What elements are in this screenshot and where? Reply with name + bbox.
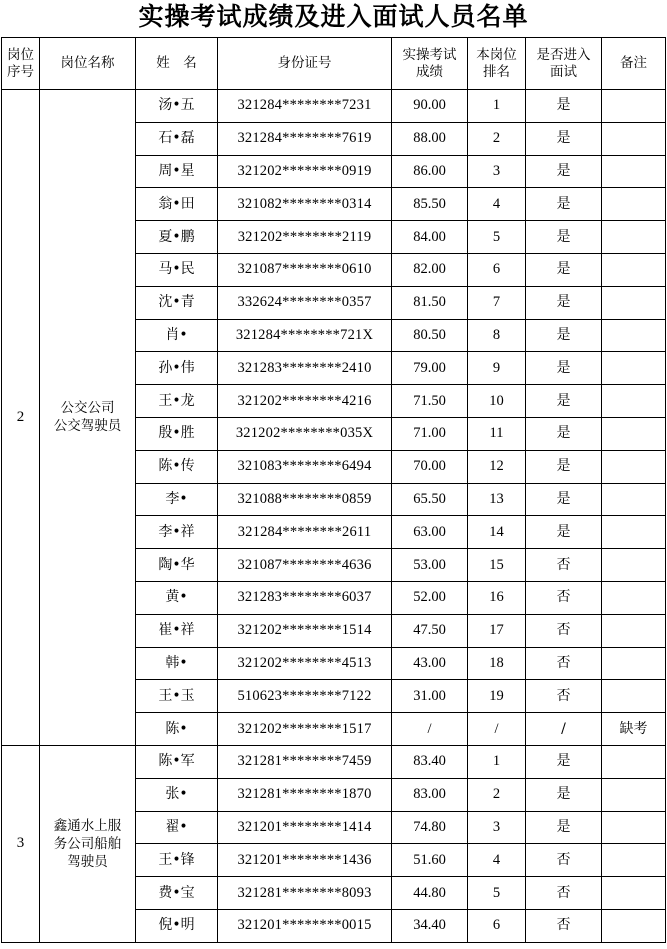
cell-name: 汤•五 bbox=[136, 90, 218, 123]
cell-remark bbox=[602, 483, 666, 516]
cell-name: 陈•传 bbox=[136, 450, 218, 483]
cell-interview: 是 bbox=[526, 417, 602, 450]
header-seq: 岗位 序号 bbox=[2, 38, 40, 90]
cell-name: 崔•祥 bbox=[136, 614, 218, 647]
cell-id-number: 321202********1517 bbox=[218, 713, 392, 746]
position-name-line: 务公司船舶 bbox=[53, 835, 122, 852]
cell-rank: 4 bbox=[468, 844, 526, 877]
cell-remark bbox=[602, 286, 666, 319]
cell-score: 65.50 bbox=[392, 483, 468, 516]
cell-remark bbox=[602, 122, 666, 155]
cell-remark bbox=[602, 811, 666, 844]
cell-id-number: 321088********0859 bbox=[218, 483, 392, 516]
cell-id-number: 321284********2611 bbox=[218, 516, 392, 549]
cell-score: 83.00 bbox=[392, 778, 468, 811]
header-interview: 是否进入 面试 bbox=[526, 38, 602, 90]
cell-remark bbox=[602, 253, 666, 286]
cell-rank: 10 bbox=[468, 385, 526, 418]
header-score: 实操考试 成绩 bbox=[392, 38, 468, 90]
cell-id-number: 321202********4513 bbox=[218, 647, 392, 680]
header-rank: 本岗位 排名 bbox=[468, 38, 526, 90]
cell-interview: 是 bbox=[526, 778, 602, 811]
cell-score: 71.00 bbox=[392, 417, 468, 450]
cell-rank: / bbox=[468, 713, 526, 746]
cell-remark bbox=[602, 417, 666, 450]
cell-rank: 3 bbox=[468, 155, 526, 188]
header-position-name: 岗位名称 bbox=[40, 38, 136, 90]
cell-remark bbox=[602, 614, 666, 647]
cell-name: 沈•青 bbox=[136, 286, 218, 319]
cell-interview: 是 bbox=[526, 155, 602, 188]
cell-id-number: 332624********0357 bbox=[218, 286, 392, 319]
cell-remark bbox=[602, 221, 666, 254]
group-seq: 3 bbox=[2, 745, 40, 942]
cell-name: 马•民 bbox=[136, 253, 218, 286]
cell-interview: 是 bbox=[526, 188, 602, 221]
cell-remark bbox=[602, 155, 666, 188]
table-body bbox=[2, 90, 666, 943]
cell-rank: 6 bbox=[468, 253, 526, 286]
cell-interview: 是 bbox=[526, 286, 602, 319]
cell-name: 黄• bbox=[136, 581, 218, 614]
cell-id-number: 321087********0610 bbox=[218, 253, 392, 286]
cell-interview: 否 bbox=[526, 581, 602, 614]
header-name: 姓 名 bbox=[136, 38, 218, 90]
cell-rank: 9 bbox=[468, 352, 526, 385]
cell-remark bbox=[602, 877, 666, 910]
cell-id-number: 321283********6037 bbox=[218, 581, 392, 614]
cell-score: 81.50 bbox=[392, 286, 468, 319]
position-name-line: 驾驶员 bbox=[67, 853, 108, 870]
cell-score: 52.00 bbox=[392, 581, 468, 614]
cell-rank: 6 bbox=[468, 909, 526, 942]
cell-name: 孙•伟 bbox=[136, 352, 218, 385]
cell-remark bbox=[602, 549, 666, 582]
cell-score: 34.40 bbox=[392, 909, 468, 942]
cell-rank: 5 bbox=[468, 877, 526, 910]
cell-score: 84.00 bbox=[392, 221, 468, 254]
cell-name: 李•祥 bbox=[136, 516, 218, 549]
cell-score: 63.00 bbox=[392, 516, 468, 549]
cell-name: 倪•明 bbox=[136, 909, 218, 942]
cell-name: 李• bbox=[136, 483, 218, 516]
cell-name: 王•玉 bbox=[136, 680, 218, 713]
cell-score: 43.00 bbox=[392, 647, 468, 680]
cell-id-number: 321281********1870 bbox=[218, 778, 392, 811]
position-name-line: 公交公司 bbox=[60, 400, 115, 417]
cell-name: 翁•田 bbox=[136, 188, 218, 221]
cell-score: 71.50 bbox=[392, 385, 468, 418]
cell-id-number: 321202********0919 bbox=[218, 155, 392, 188]
cell-name: 费•宝 bbox=[136, 877, 218, 910]
cell-interview: 否 bbox=[526, 549, 602, 582]
cell-rank: 1 bbox=[468, 90, 526, 123]
cell-id-number: 321087********4636 bbox=[218, 549, 392, 582]
cell-score: 51.60 bbox=[392, 844, 468, 877]
cell-rank: 13 bbox=[468, 483, 526, 516]
cell-score: 79.00 bbox=[392, 352, 468, 385]
cell-rank: 7 bbox=[468, 286, 526, 319]
cell-rank: 12 bbox=[468, 450, 526, 483]
cell-score: 83.40 bbox=[392, 745, 468, 778]
cell-name: 陈• bbox=[136, 713, 218, 746]
group-seq: 2 bbox=[2, 90, 40, 746]
position-name-line: 公交驾驶员 bbox=[53, 418, 122, 435]
cell-rank: 11 bbox=[468, 417, 526, 450]
cell-id-number: 321284********721X bbox=[218, 319, 392, 352]
cell-remark bbox=[602, 352, 666, 385]
cell-remark bbox=[602, 450, 666, 483]
cell-rank: 5 bbox=[468, 221, 526, 254]
cell-interview: 否 bbox=[526, 909, 602, 942]
cell-score: 82.00 bbox=[392, 253, 468, 286]
cell-interview: 是 bbox=[526, 385, 602, 418]
cell-score: 86.00 bbox=[392, 155, 468, 188]
cell-interview: 否 bbox=[526, 844, 602, 877]
header-remark: 备注 bbox=[602, 38, 666, 90]
cell-rank: 3 bbox=[468, 811, 526, 844]
cell-interview: 否 bbox=[526, 614, 602, 647]
cell-id-number: 321284********7619 bbox=[218, 122, 392, 155]
cell-rank: 4 bbox=[468, 188, 526, 221]
cell-interview: 是 bbox=[526, 745, 602, 778]
cell-id-number: 321202********4216 bbox=[218, 385, 392, 418]
cell-id-number: 321202********035X bbox=[218, 417, 392, 450]
cell-score: 47.50 bbox=[392, 614, 468, 647]
cell-name: 陈•军 bbox=[136, 745, 218, 778]
cell-remark bbox=[602, 778, 666, 811]
cell-rank: 19 bbox=[468, 680, 526, 713]
cell-id-number: 321202********1514 bbox=[218, 614, 392, 647]
cell-rank: 14 bbox=[468, 516, 526, 549]
cell-name: 殷•胜 bbox=[136, 417, 218, 450]
cell-id-number: 321281********8093 bbox=[218, 877, 392, 910]
cell-score: / bbox=[392, 713, 468, 746]
cell-interview: 是 bbox=[526, 483, 602, 516]
cell-id-number: 321283********2410 bbox=[218, 352, 392, 385]
document-title: 实操考试成绩及进入面试人员名单 bbox=[138, 2, 529, 31]
cell-name: 翟• bbox=[136, 811, 218, 844]
cell-rank: 2 bbox=[468, 778, 526, 811]
cell-interview: 是 bbox=[526, 90, 602, 123]
cell-score: 31.00 bbox=[392, 680, 468, 713]
cell-interview: 是 bbox=[526, 122, 602, 155]
header-row bbox=[2, 38, 666, 90]
cell-id-number: 321083********6494 bbox=[218, 450, 392, 483]
cell-name: 周•星 bbox=[136, 155, 218, 188]
cell-name: 王•龙 bbox=[136, 385, 218, 418]
cell-remark bbox=[602, 745, 666, 778]
cell-remark bbox=[602, 516, 666, 549]
cell-rank: 18 bbox=[468, 647, 526, 680]
cell-rank: 2 bbox=[468, 122, 526, 155]
cell-score: 88.00 bbox=[392, 122, 468, 155]
group-position-name bbox=[40, 745, 136, 942]
cell-remark bbox=[602, 581, 666, 614]
cell-id-number: 321201********1414 bbox=[218, 811, 392, 844]
cell-id-number: 321201********0015 bbox=[218, 909, 392, 942]
cell-id-number: 321202********2119 bbox=[218, 221, 392, 254]
cell-name: 王•锋 bbox=[136, 844, 218, 877]
table-row bbox=[2, 90, 666, 123]
cell-score: 90.00 bbox=[392, 90, 468, 123]
cell-interview: 是 bbox=[526, 450, 602, 483]
cell-id-number: 321201********1436 bbox=[218, 844, 392, 877]
cell-name: 石•磊 bbox=[136, 122, 218, 155]
cell-interview: 是 bbox=[526, 516, 602, 549]
cell-remark bbox=[602, 647, 666, 680]
cell-remark bbox=[602, 188, 666, 221]
cell-remark bbox=[602, 90, 666, 123]
header-id-number: 身份证号 bbox=[218, 38, 392, 90]
cell-rank: 17 bbox=[468, 614, 526, 647]
cell-name: 夏•鹏 bbox=[136, 221, 218, 254]
cell-interview: 是 bbox=[526, 352, 602, 385]
table-row bbox=[2, 745, 666, 778]
cell-remark bbox=[602, 385, 666, 418]
cell-interview: / bbox=[526, 713, 602, 746]
cell-score: 85.50 bbox=[392, 188, 468, 221]
cell-interview: 是 bbox=[526, 253, 602, 286]
cell-rank: 1 bbox=[468, 745, 526, 778]
group-position-name bbox=[40, 90, 136, 746]
cell-id-number: 321082********0314 bbox=[218, 188, 392, 221]
cell-name: 韩• bbox=[136, 647, 218, 680]
cell-score: 44.80 bbox=[392, 877, 468, 910]
cell-interview: 否 bbox=[526, 647, 602, 680]
cell-score: 80.50 bbox=[392, 319, 468, 352]
cell-interview: 否 bbox=[526, 680, 602, 713]
cell-rank: 16 bbox=[468, 581, 526, 614]
cell-interview: 否 bbox=[526, 877, 602, 910]
cell-remark bbox=[602, 844, 666, 877]
cell-id-number: 321284********7231 bbox=[218, 90, 392, 123]
cell-interview: 是 bbox=[526, 811, 602, 844]
cell-interview: 是 bbox=[526, 221, 602, 254]
cell-remark bbox=[602, 319, 666, 352]
cell-score: 53.00 bbox=[392, 549, 468, 582]
cell-name: 肖• bbox=[136, 319, 218, 352]
cell-remark bbox=[602, 909, 666, 942]
cell-remark bbox=[602, 680, 666, 713]
cell-id-number: 321281********7459 bbox=[218, 745, 392, 778]
cell-rank: 15 bbox=[468, 549, 526, 582]
cell-name: 陶•华 bbox=[136, 549, 218, 582]
cell-score: 74.80 bbox=[392, 811, 468, 844]
position-name-line: 鑫通水上服 bbox=[53, 817, 122, 834]
cell-rank: 8 bbox=[468, 319, 526, 352]
cell-id-number: 510623********7122 bbox=[218, 680, 392, 713]
cell-interview: 是 bbox=[526, 319, 602, 352]
results-table bbox=[1, 37, 666, 943]
cell-score: 70.00 bbox=[392, 450, 468, 483]
cell-name: 张• bbox=[136, 778, 218, 811]
cell-remark: 缺考 bbox=[602, 713, 666, 746]
